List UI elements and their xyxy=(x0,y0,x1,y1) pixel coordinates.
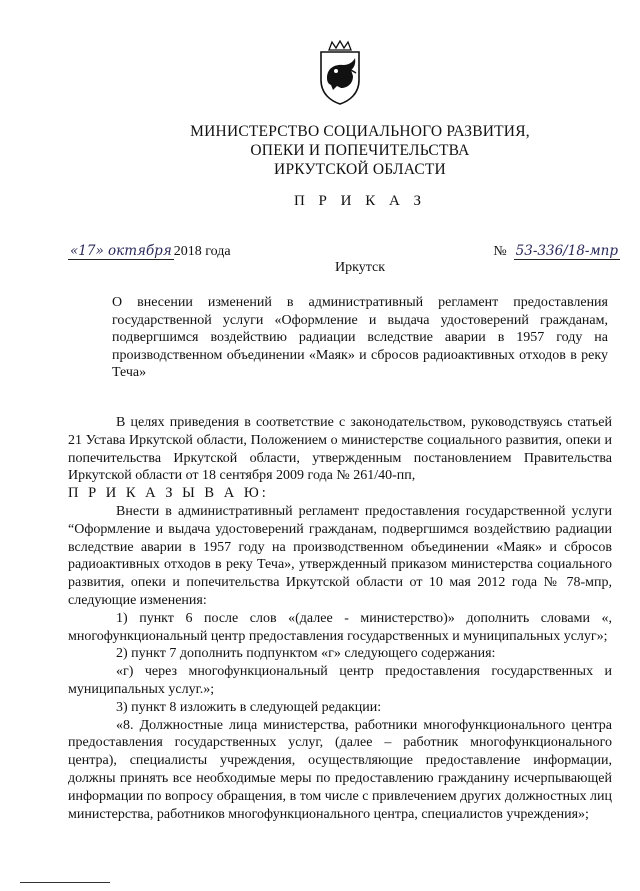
item-paragraph: 3) пункт 8 изложить в следующей редакции: xyxy=(116,699,382,715)
handwritten-day: 17 xyxy=(78,243,96,259)
order-year: 2018 года xyxy=(173,244,231,259)
number-prefix: № xyxy=(493,244,507,259)
close-quote: » xyxy=(95,243,104,259)
open-quote: « xyxy=(70,243,79,259)
preamble-paragraph: В целях приведения в соответствие с законодательством, руководствуясь статьей 21 Устава Иркутской области, Положением о министерстве социального развития, опеки и попечительства Иркутской области, утвержденным постановлением Правительства Иркутской области от 18 сентября 2009 года № 261/40-пп, xyxy=(68,415,612,484)
order-number xyxy=(493,243,620,260)
order-subject: О внесении изменений в административный регламент предоставления государственной услуги «Оформление и выдача удостоверений гражданам, подвергшимся воздействию радиации вследствие аварии в 1957 году на производственном объединении «Маяк» и сбросов радиоактивных отходов в реку Теча» xyxy=(112,295,608,380)
item-paragraph: «г) через многофункциональный центр предоставления государственных и муниципальных услуг.»; xyxy=(68,664,612,697)
ministry-line: МИНИСТЕРСТВО СОЦИАЛЬНОГО РАЗВИТИЯ, xyxy=(190,123,530,140)
ministry-name xyxy=(0,122,640,179)
city: Иркутск xyxy=(334,260,386,275)
prikazyvayu-heading: П Р И К А З Ы В А Ю: xyxy=(68,485,269,502)
item-paragraph: «8. Должностные лица министерства, работники многофункционального центра предоставления государственных услуг, (далее – работник многофункционального центра), специалисты учреждения, осуществляющие предоставление информации, должны принять все необходимые меры по предоставлению гражданину исчерпывающей информации по вопросу обращения, в том числе с привлечением других должностных лиц министерства, работников многофункционального центра, специалистов учреждения»; xyxy=(68,717,612,822)
order-date xyxy=(68,243,231,260)
order-body xyxy=(68,414,612,823)
footnote-divider xyxy=(20,882,110,883)
main-paragraph: Внести в административный регламент предоставления государственной услуги “Оформление и выдача удостоверений гражданам, подвергшимся воздействию радиации вследствие аварии в 1957 году на производственном объединении «Маяк» и сбросов радиоактивных отходов в реку Теча», утвержденный приказом министерства социального развития, опеки и попечительства Иркутской области от 10 мая 2012 года № 78-мпр, следующие изменения: xyxy=(68,503,612,608)
ministry-line: ИРКУТСКОЙ ОБЛАСТИ xyxy=(274,161,446,178)
item-paragraph: 1) пункт 6 после слов «(далее - министерство)» дополнить словами «, многофункциональный центр предоставления государственных и муниципальных услуг»; xyxy=(68,610,612,644)
ministry-line: ОПЕКИ И ПОПЕЧИТЕЛЬСТВА xyxy=(250,142,470,159)
handwritten-date xyxy=(68,243,174,260)
handwritten-month: октября xyxy=(108,243,172,259)
handwritten-number: 53-336/18-мпр xyxy=(515,243,618,259)
item-paragraph: 2) пункт 7 дополнить подпунктом «г» следующего содержания: xyxy=(116,646,496,662)
order-title: П Р И К А З xyxy=(293,193,427,209)
coat-of-arms-irkutsk-icon xyxy=(315,40,365,106)
